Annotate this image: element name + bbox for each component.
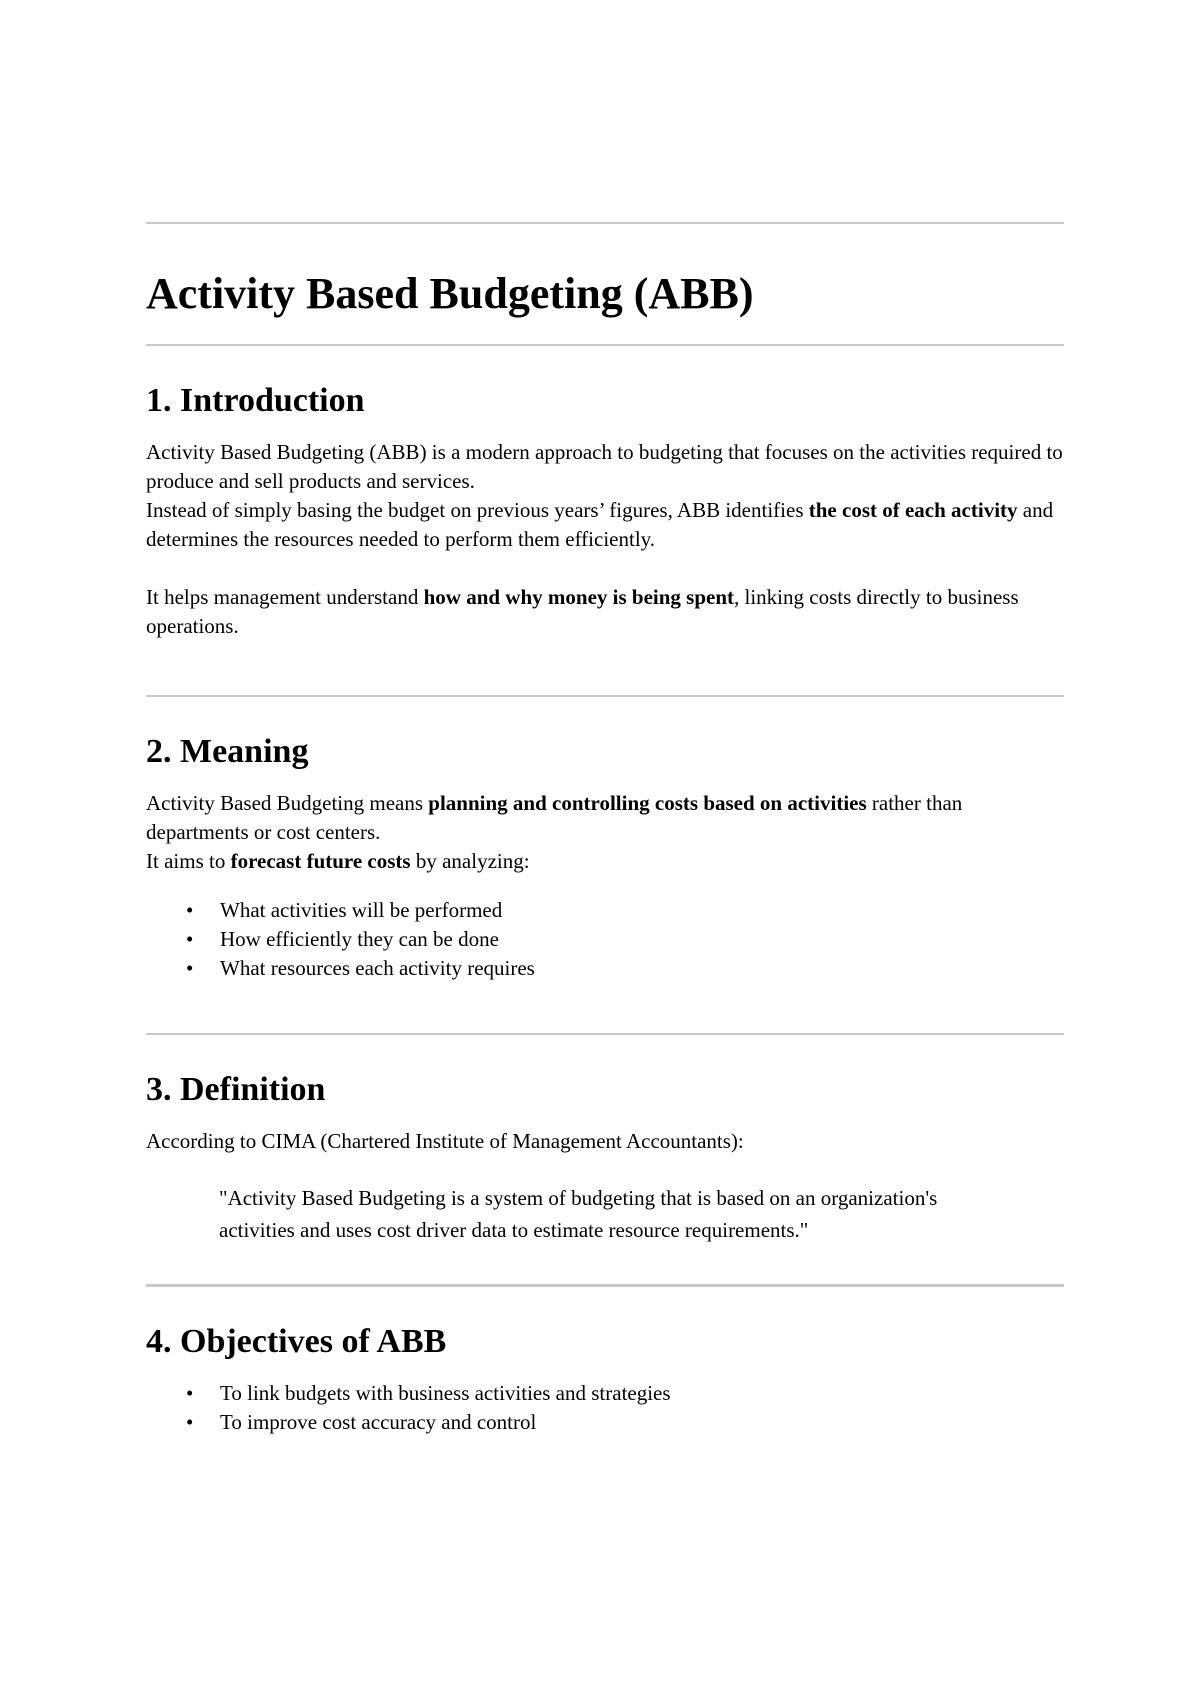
bullet-list	[146, 896, 1064, 983]
section-meaning	[146, 735, 1064, 983]
bullet-list	[146, 1379, 1064, 1437]
divider	[146, 695, 1064, 697]
list-item: • To improve cost accuracy and control	[146, 1408, 1064, 1437]
section-heading: 3. Definition	[146, 1071, 326, 1108]
document-page	[146, 222, 1064, 1437]
bullet-icon: •	[186, 956, 194, 980]
list-item: • How efficiently they can be done	[146, 925, 1064, 954]
divider	[146, 222, 1064, 224]
section-heading: 2. Meaning	[146, 733, 309, 770]
list-item: • What resources each activity requires	[146, 954, 1064, 983]
paragraph: According to CIMA (Chartered Institute of Management Accountants):	[146, 1129, 744, 1153]
section-heading: 4. Objectives of ABB	[146, 1323, 447, 1360]
bold-text: forecast future costs	[230, 849, 411, 873]
divider	[146, 1033, 1064, 1035]
divider	[146, 1284, 1064, 1287]
paragraph: Activity Based Budgeting means planning and controlling costs based on activities rather than departments or cost centers.	[146, 791, 963, 844]
section-objectives	[146, 1325, 1064, 1437]
section-heading: 1. Introduction	[146, 382, 365, 419]
paragraph: Instead of simply basing the budget on previous years’ figures, ABB identifies the cost of each activity and determines the resources needed to perform them efficiently.	[146, 498, 1054, 551]
bold-text: how and why money is being spent	[423, 585, 734, 609]
list-item: • What activities will be performed	[146, 896, 1064, 925]
bold-text: the cost of each activity	[808, 498, 1018, 522]
bold-text: planning and controlling costs based on activities	[428, 791, 867, 815]
section-definition	[146, 1073, 1064, 1246]
bullet-icon: •	[186, 898, 194, 922]
bullet-icon: •	[186, 1410, 194, 1434]
divider	[146, 344, 1064, 346]
bullet-icon: •	[186, 927, 194, 951]
section-introduction	[146, 384, 1064, 641]
bullet-icon: •	[186, 1381, 194, 1405]
list-item: • To link budgets with business activities and strategies	[146, 1379, 1064, 1408]
page-title: Activity Based Budgeting (ABB)	[146, 269, 754, 318]
paragraph: It aims to forecast future costs by analyzing:	[146, 849, 530, 873]
paragraph: Activity Based Budgeting (ABB) is a modern approach to budgeting that focuses on the activities required to produce and sell products and services.	[146, 440, 1063, 493]
blockquote: "Activity Based Budgeting is a system of budgeting that is based on an organization's activities and uses cost driver data to estimate resource requirements."	[219, 1186, 938, 1242]
paragraph: It helps management understand how and why money is being spent, linking costs directly to business operations.	[146, 585, 1019, 638]
